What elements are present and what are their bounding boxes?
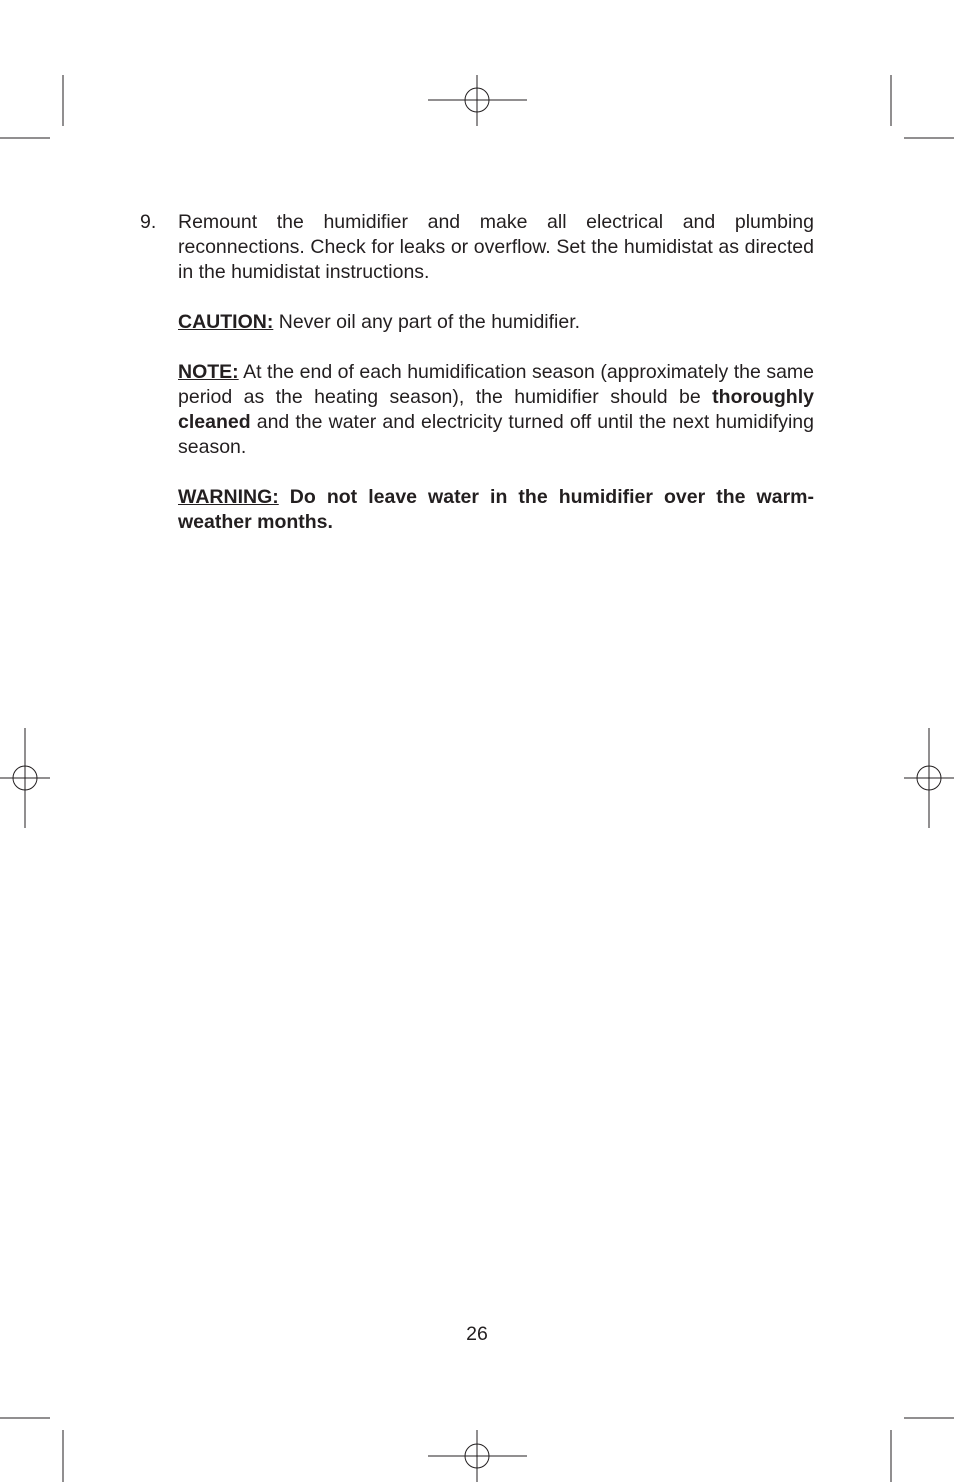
registration-mark-bottom xyxy=(428,1430,527,1482)
note-text-1: At the end of each humidification season (approximately the same period as the heating season), the humidifier should be xyxy=(178,361,814,408)
registration-mark-left xyxy=(0,728,50,828)
caution-paragraph xyxy=(178,310,814,335)
page-number: 26 xyxy=(466,1323,488,1345)
crop-mark-bottom-right xyxy=(891,1418,954,1482)
crop-mark-bottom-left xyxy=(0,1418,63,1482)
step-number: 9. xyxy=(140,211,157,233)
step-text: Remount the humidifier and make all electrical and plumbing reconnections. Check for leaks or overflow. Set the humidistat as directed in the humidistat instructions. xyxy=(178,211,814,283)
note-text-2: and the water and electricity turned off until the next humidifying season. xyxy=(178,411,814,458)
crop-mark-top-left xyxy=(0,75,63,138)
registration-mark-top xyxy=(428,75,527,126)
step-item xyxy=(140,210,814,535)
crop-mark-top-right xyxy=(891,75,954,138)
instruction-body xyxy=(140,210,814,535)
note-label: NOTE: xyxy=(178,361,239,383)
note-bold-text: thoroughly cleaned xyxy=(178,386,814,433)
warning-label: WARNING: xyxy=(178,486,279,508)
warning-paragraph xyxy=(178,485,814,535)
note-paragraph xyxy=(178,360,814,460)
registration-mark-right xyxy=(904,728,954,828)
warning-text: Do not leave water in the humidifier over the warm-weather months. xyxy=(178,486,814,533)
caution-label: CAUTION: xyxy=(178,311,274,333)
caution-text: Never oil any part of the humidifier. xyxy=(273,311,581,333)
